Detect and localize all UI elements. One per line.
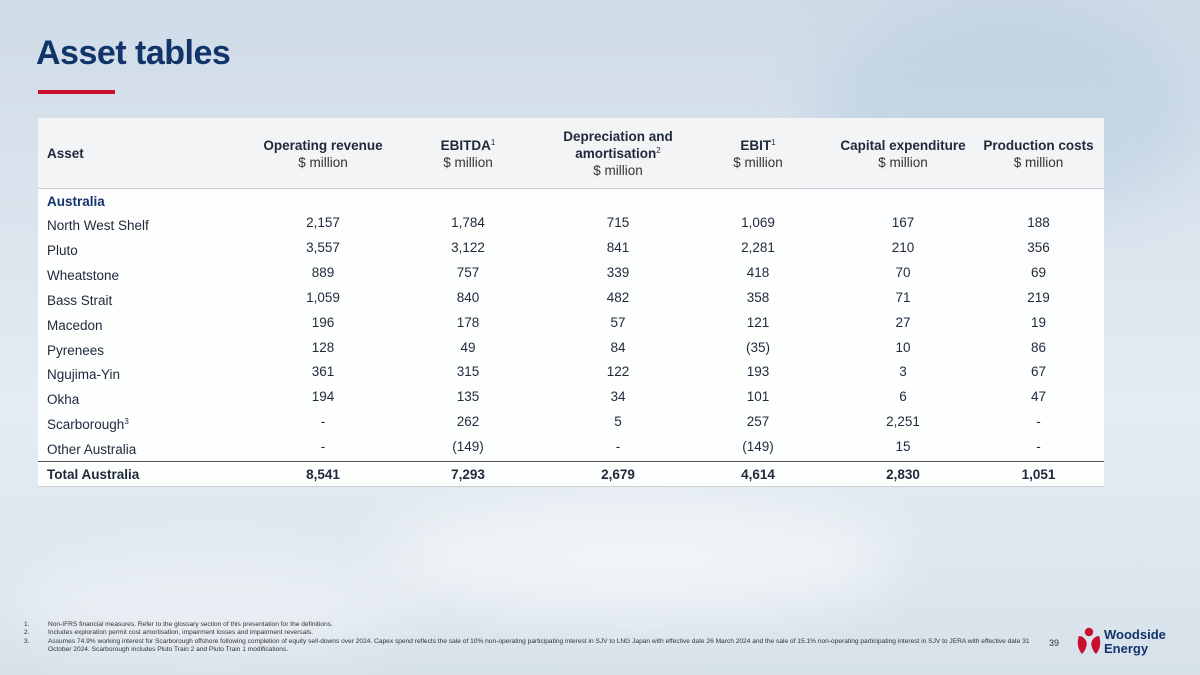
table-cell: 49 (460, 339, 476, 355)
table-row (38, 436, 1104, 461)
total-row-label: Total Australia (47, 467, 140, 482)
background-cloud (380, 500, 900, 620)
table-cell: 84 (610, 339, 626, 355)
asset-name: North West Shelf (47, 218, 149, 233)
asset-name: Pluto (47, 242, 78, 258)
table-cell: 196 (311, 314, 335, 330)
page-number: 39 (1049, 638, 1060, 648)
page-title: Asset tables (36, 34, 231, 72)
table-cell: 3,557 (306, 239, 340, 255)
asset-name: Wheatstone (47, 267, 120, 283)
asset-name: Bass Strait (47, 292, 113, 308)
header-production-costs: Production costs $ million (983, 137, 1094, 170)
table-cell: 47 (1030, 389, 1047, 405)
table-cell: 10 (895, 339, 911, 355)
table-cell: 1,059 (306, 289, 340, 305)
table-cell: 121 (746, 314, 770, 330)
table-cell: 356 (1027, 239, 1050, 255)
table-cell: 71 (895, 289, 911, 305)
table-cell: - (1036, 414, 1041, 430)
table-cell: 262 (456, 414, 480, 430)
table-cell: (35) (745, 339, 770, 355)
table-cell: 358 (746, 289, 770, 305)
table-cell: 128 (311, 339, 335, 355)
header-asset: Asset (47, 146, 84, 161)
total-cell: 8,541 (306, 467, 340, 482)
asset-name: Other Australia (47, 442, 137, 458)
table-cell: 2,157 (306, 215, 340, 230)
table-cell: (149) (742, 439, 774, 455)
logo-wordmark: Woodside Energy (1104, 627, 1166, 656)
asset-name: Pyrenees (47, 342, 105, 358)
table-cell: 1,069 (741, 215, 775, 230)
woodside-logo (1076, 626, 1186, 660)
table-row (38, 361, 1104, 386)
table-cell: 257 (746, 414, 770, 430)
table-cell: 27 (895, 314, 911, 330)
table-cell: 715 (606, 215, 630, 230)
table-cell: 361 (311, 364, 335, 380)
table-cell: 70 (895, 264, 911, 280)
table-cell: 167 (891, 215, 915, 230)
table-row (38, 262, 1104, 287)
table-cell: 101 (746, 389, 770, 405)
table-cell: 86 (1030, 339, 1047, 355)
section-label-australia: Australia (47, 194, 105, 209)
table-cell: 122 (606, 364, 630, 380)
table-cell: 188 (1027, 215, 1050, 230)
table-cell: (149) (452, 439, 484, 455)
table-header (38, 118, 1104, 189)
asset-name: Ngujima-Yin (47, 367, 121, 383)
table-cell: - (1036, 439, 1041, 455)
table-cell: - (320, 414, 326, 430)
footnote: 1. Non-IFRS financial measures. Refer to the glossary section of this presentation for the definitions. (24, 621, 333, 628)
footnotes (24, 621, 1044, 655)
header-ebit: EBIT$^1$ $ million (733, 137, 783, 170)
table-row (38, 237, 1104, 262)
total-cell: 2,679 (601, 467, 635, 482)
table-row (38, 386, 1104, 411)
title-accent-rule (38, 90, 115, 94)
table-cell: 69 (1030, 264, 1047, 280)
table-cell: 19 (1030, 314, 1047, 330)
table-cell: - (320, 439, 326, 455)
table-cell: 889 (311, 264, 335, 280)
table-cell: 482 (606, 289, 630, 305)
table-total-row (38, 461, 1104, 487)
table-cell: 15 (895, 439, 911, 455)
table-cell: 57 (610, 314, 626, 330)
table-cell: 3,122 (451, 239, 485, 255)
table-cell: - (615, 439, 621, 455)
table-cell: 210 (891, 239, 915, 255)
header-operating-revenue: Operating revenue $ million (263, 137, 383, 170)
table-cell: 34 (610, 389, 626, 405)
table-row (38, 312, 1104, 337)
table-cell: 418 (746, 264, 770, 280)
footnote: 3. Assumes 74.9% working interest for Scarborough offshore following completion of equity sell-downs over 2024. Capex spend reflects the sale of 10% non-operating participating interest in SJV to LNG Japan with effective date 26 March 2024 and the sale of 15.1% non-operating participating interest in SJV to JERA with effective date 31 October 2024. Scarborough includes Pluto Train 2 and Pluto Train 1 modifications. (24, 637, 1030, 654)
table-cell: 3 (899, 364, 907, 380)
table-row (38, 411, 1104, 436)
table-cell: 841 (606, 239, 630, 255)
header-capital-expenditure: Capital expenditure $ million (840, 137, 966, 170)
table-cell: 339 (606, 264, 630, 280)
table-cell: 2,251 (886, 414, 920, 430)
table-cell: 219 (1027, 289, 1050, 305)
asset-name: Macedon (47, 317, 103, 333)
table-cell: 193 (746, 364, 770, 380)
table-cell: 840 (456, 289, 480, 305)
asset-name: Scarborough$^3$ (47, 417, 129, 433)
table-cell: 67 (1030, 364, 1047, 380)
table-cell: 5 (614, 414, 622, 430)
table-cell: 6 (899, 389, 907, 405)
total-cell: 2,830 (886, 467, 920, 482)
footnote: 2. Includes exploration permit cost amortisation, impairment losses and impairment reversals. (24, 629, 313, 637)
asset-name: Okha (47, 392, 80, 408)
table-row (38, 287, 1104, 312)
header-depreciation-amortisation: Depreciation and amortisation$^2$ $ million (563, 129, 673, 178)
table-cell: 178 (456, 314, 480, 330)
woodside-logo-icon (1076, 626, 1102, 656)
table-cell: 757 (456, 264, 480, 280)
total-cell: 7,293 (451, 467, 485, 482)
table-row (38, 212, 1104, 237)
table-cell: 315 (456, 364, 480, 380)
table-cell: 194 (311, 389, 335, 405)
total-cell: 1,051 (1021, 467, 1056, 482)
total-cell: 4,614 (741, 467, 775, 482)
asset-table (38, 118, 1104, 487)
table-cell: 2,281 (741, 239, 775, 255)
table-row (38, 337, 1104, 362)
header-ebitda: EBITDA$^1$ $ million (440, 137, 496, 170)
table-cell: 135 (456, 389, 480, 405)
table-cell: 1,784 (451, 215, 485, 230)
